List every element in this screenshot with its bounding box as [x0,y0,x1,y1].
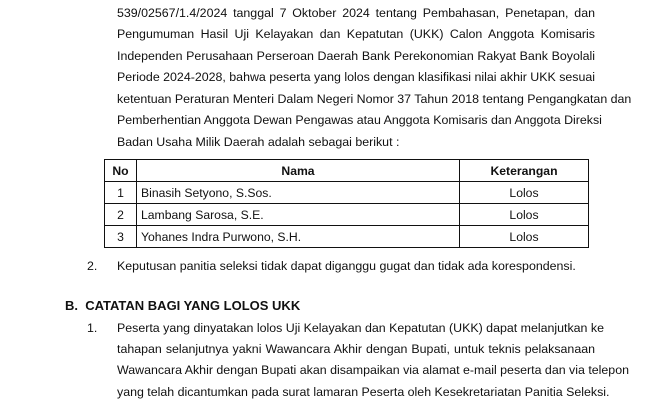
table-row [105,226,589,248]
row-no: 3 [105,226,137,248]
row-keterangan: Lolos [460,204,589,226]
table-header-row [105,160,589,182]
row-keterangan: Lolos [460,226,589,248]
paragraph-line: Pemberhentian Anggota Dewan Pengawas atau Anggota Komisaris dan Anggota Direksi [117,113,602,127]
paragraph-line: Pengumuman Hasil Uji Kelayakan dan Kepatutan (UKK) Calon Anggota Komisaris [117,27,595,41]
paragraph-line: tahapan selanjutnya yakni Wawancara Akhir dengan Bupati, untuk teknis pelaksanaan [117,342,595,356]
section-b-heading: B. CATATAN BAGI YANG LOLOS UKK [65,298,301,313]
paragraph-line: Peserta yang dinyatakan lolos Uji Kelayakan dan Kepatutan (UKK) dapat melanjutkan ke [117,321,604,335]
paragraph-line: 539/02567/1.4/2024 tanggal 7 Oktober 2024 tentang Pembahasan, Penetapan, dan [117,6,595,20]
header-no: No [105,160,137,182]
row-no: 1 [105,182,137,204]
row-keterangan: Lolos [460,182,589,204]
header-keterangan: Keterangan [460,160,589,182]
paragraph-line: ketentuan Peraturan Menteri Dalam Negeri Nomor 37 Tahun 2018 tentang Pengangkatan dan [117,92,632,106]
row-nama: Lambang Sarosa, S.E. [137,204,460,226]
paragraph-line: Wawancara Akhir dengan Bupati akan disampaikan via alamat e-mail peserta dan via telepon [117,363,629,377]
paragraph-line: Periode 2024-2028, bahwa peserta yang lolos dengan klasifikasi nilai akhir UKK sesuai [117,70,596,84]
table-row [105,182,589,204]
paragraph-line: Badan Usaha Milik Daerah adalah sebagai berikut : [117,135,400,149]
row-nama: Binasih Setyono, S.Sos. [137,182,460,204]
results-table [104,159,589,248]
paragraph-line: yang telah dicantumkan pada surat lamaran Peserta oleh Kesekretariatan Panitia Seleksi. [117,385,610,399]
paragraph-line: Independen Perusahaan Perseroan Daerah Bank Perekonomian Rakyat Bank Boyolali [117,49,595,63]
item-2-number: 2. [87,259,98,273]
item-2-text: Keputusan panitia seleksi tidak dapat diganggu gugat dan tidak ada korespondensi. [117,259,576,273]
section-b-item-1-number: 1. [87,321,98,335]
row-nama: Yohanes Indra Purwono, S.H. [137,226,460,248]
header-nama: Nama [137,160,460,182]
row-no: 2 [105,204,137,226]
table-row [105,204,589,226]
